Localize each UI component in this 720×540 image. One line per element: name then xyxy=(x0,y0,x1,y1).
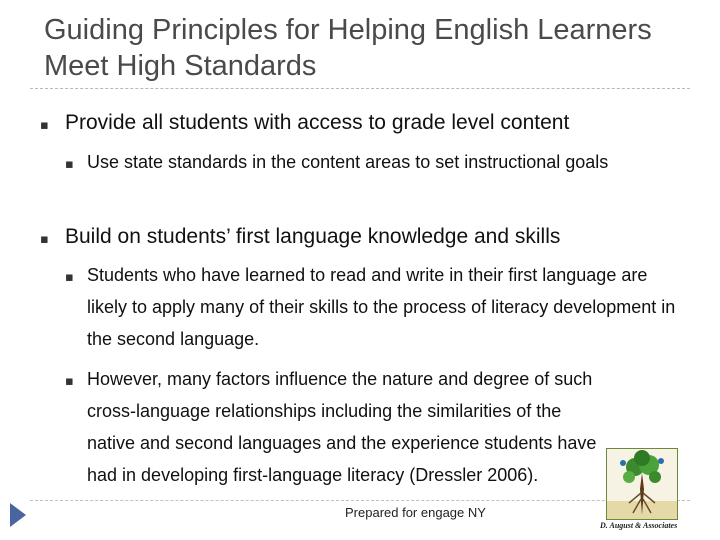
square-bullet-icon: ▪ xyxy=(40,118,49,133)
sub-bullet-read-write: Students who have learned to read and write in their first language are likely to apply many of their skills to the process of literacy development in the second language. xyxy=(87,265,676,349)
sub-bullet-cross-language: However, many factors influence the nature and degree of such cross-language relationships including the similarities of the native and second languages and the experience students have had in developing first-language literacy (Dressler 2006). xyxy=(87,369,597,485)
title-divider xyxy=(30,88,690,89)
square-bullet-icon: ▪ xyxy=(65,270,74,285)
slide-title: Guiding Principles for Helping English Learners Meet High Standards xyxy=(44,14,652,82)
square-bullet-icon: ▪ xyxy=(65,374,74,389)
tree-logo-icon xyxy=(606,448,678,520)
footer-text: Prepared for engage NY xyxy=(345,505,486,520)
sub-bullet-state-standards: Use state standards in the content areas to set instructional goals xyxy=(87,152,609,172)
square-bullet-icon: ▪ xyxy=(65,157,74,172)
logo-caption: D. August & Associates xyxy=(600,521,678,530)
bullet-access-grade-level: Provide all students with access to grade level content xyxy=(65,111,570,134)
square-bullet-icon: ▪ xyxy=(40,232,49,247)
bullet-first-language: Build on students’ first language knowledge and skills xyxy=(65,225,561,248)
nav-arrow-icon[interactable] xyxy=(10,503,26,527)
footer-divider xyxy=(30,500,690,501)
